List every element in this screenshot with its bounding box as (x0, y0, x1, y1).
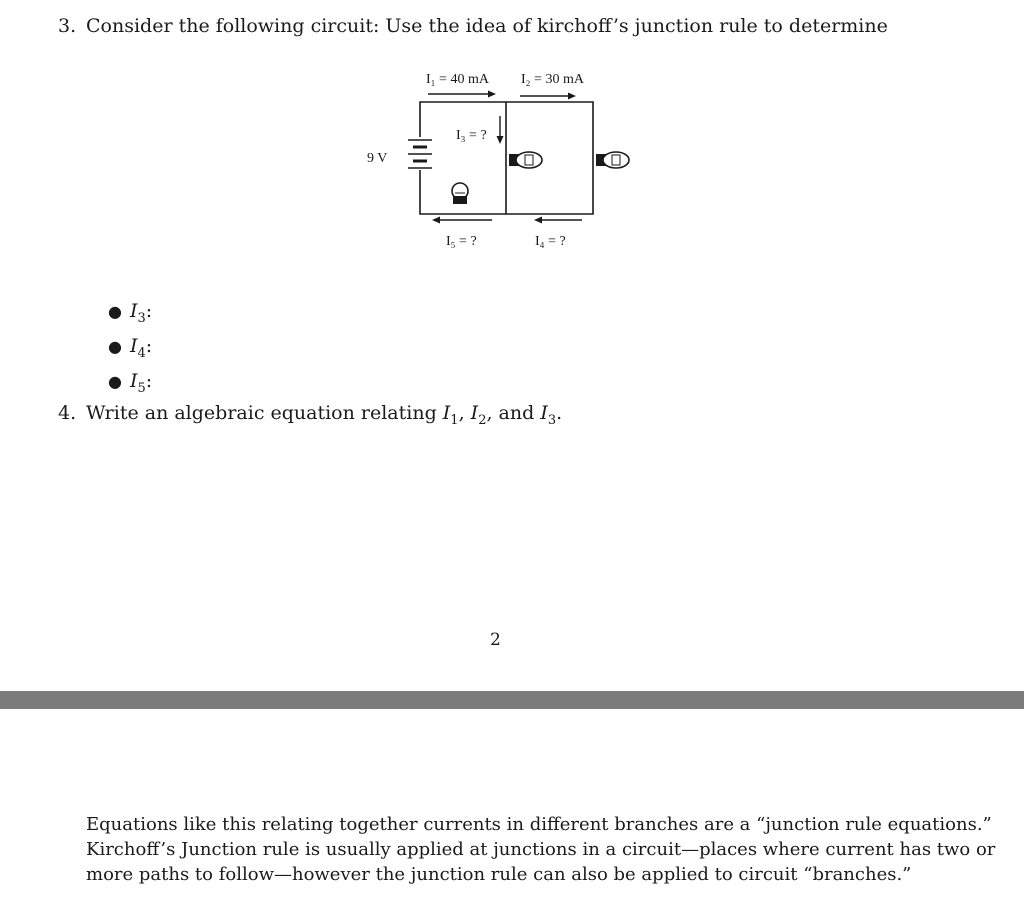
i1-label: I₁ = 40 mA (426, 72, 489, 87)
i3-arrow-icon (497, 116, 504, 144)
bulb-right-icon (596, 152, 629, 168)
i5-label: I₅ = ? (446, 234, 477, 249)
question-3 (58, 14, 888, 38)
list-item: ● $I_3$: (108, 294, 152, 329)
i3-label: I₃ = ? (456, 128, 487, 143)
footnote-line-3: more paths to follow—however the junction rule can also be applied to circuit “branches.” (86, 864, 912, 885)
i2-label: I₂ = 30 mA (521, 72, 584, 87)
bulb-middle-icon (509, 152, 542, 168)
bullet-icon: ● (108, 302, 122, 321)
bullet-icon: ● (108, 372, 122, 391)
i2-arrow-icon (520, 93, 576, 100)
footnote-line-2: Kirchoff’s Junction rule is usually applied at junctions in a circuit—places where current has two or (86, 839, 996, 860)
question-4: 4. Write an algebraic equation relating $I_1$, $I_2$, and $I_3$. (58, 402, 563, 428)
battery-label: 9 V (367, 151, 388, 166)
unknown-currents-list (108, 294, 152, 399)
question-4-number: 4. (58, 402, 77, 424)
i4-label: I₄ = ? (535, 234, 566, 249)
battery-symbol (408, 140, 432, 168)
bullet-icon: ● (108, 337, 122, 356)
footnote-line-1: Equations like this relating together currents in different branches are a “junction rule equations.” (86, 814, 992, 835)
i4-arrow-icon (534, 217, 582, 224)
list-item: ● $I_4$: (108, 329, 152, 364)
bulb-left-icon (452, 183, 468, 204)
circuit-wires (420, 102, 593, 214)
i5-arrow-icon (432, 217, 492, 224)
list-item: ● $I_5$: (108, 364, 152, 399)
footnote-paragraph (86, 812, 996, 887)
page-number: 2 (490, 630, 501, 650)
i1-arrow-icon (428, 91, 496, 98)
page-divider (0, 691, 1024, 709)
question-3-number: 3. (58, 15, 77, 37)
question-3-text: Consider the following circuit: Use the idea of kirchoff’s junction rule to determine (86, 15, 888, 37)
circuit-diagram (350, 60, 650, 260)
